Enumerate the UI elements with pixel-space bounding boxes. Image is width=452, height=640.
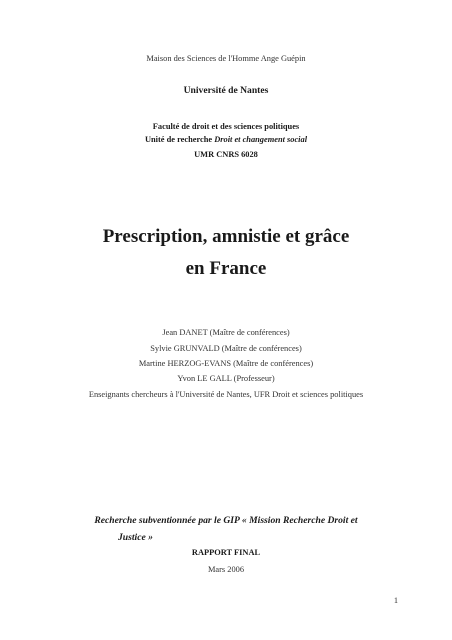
research-unit-prefix: Unité de recherche <box>144 135 215 144</box>
research-unit-name: Droit et changement social <box>214 135 308 144</box>
funding-statement-line-2: Justice » <box>118 532 153 543</box>
author-line: Martine HERZOG-EVANS (Maître de conférences) <box>138 359 314 368</box>
research-unit <box>0 135 452 144</box>
funding-statement-line-1: Recherche subventionnée par le GIP « Mission Recherche Droit et <box>94 515 358 526</box>
report-type: RAPPORT FINAL <box>191 548 261 557</box>
document-title-line-2: en France <box>185 258 267 279</box>
author-line: Sylvie GRUNVALD (Maître de conférences) <box>150 344 302 353</box>
document-title-line-1: Prescription, amnistie et grâce <box>102 226 350 247</box>
university-name: Université de Nantes <box>183 85 269 96</box>
report-date: Mars 2006 <box>207 565 245 574</box>
affiliation-line: Enseignants chercheurs à l'Université de Nantes, UFR Droit et sciences politiques <box>88 390 364 399</box>
institute-name: Maison des Sciences de l'Homme Ange Guépin <box>146 54 306 63</box>
author-line: Yvon LE GALL (Professeur) <box>177 374 275 383</box>
author-line: Jean DANET (Maître de conférences) <box>162 328 290 337</box>
umr-code: UMR CNRS 6028 <box>194 150 258 159</box>
page-number: 1 <box>393 596 398 605</box>
faculty-name: Faculté de droit et des sciences politiques <box>152 122 300 131</box>
